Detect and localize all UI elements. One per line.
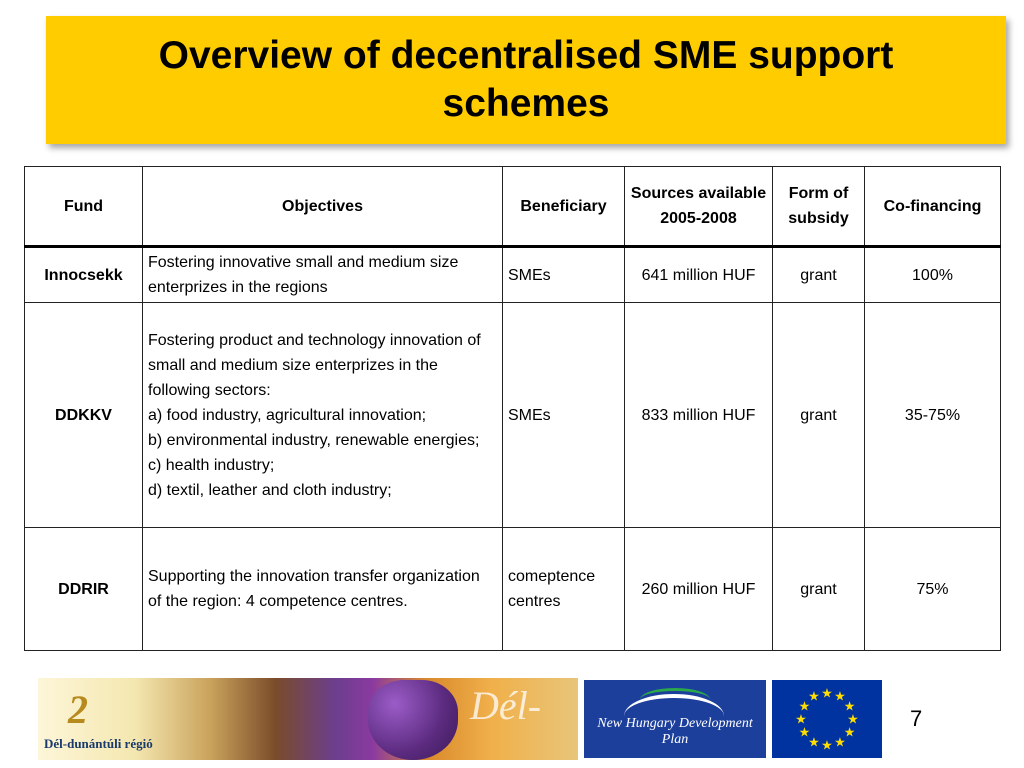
grapes-image: [368, 680, 458, 760]
region-logo-icon: 2: [68, 687, 88, 732]
form-cell: grant: [773, 247, 865, 303]
table-row: [25, 247, 1001, 303]
objective-line: a) food industry, agricultural innovation;: [148, 406, 427, 424]
form-cell: grant: [773, 528, 865, 651]
table-header-row: [25, 167, 1001, 247]
eu-star-icon: ★: [795, 711, 807, 727]
objectives-cell: [143, 528, 503, 651]
eu-star-icon: ★: [821, 685, 833, 701]
sme-support-table: [24, 166, 1001, 651]
table-row: [25, 528, 1001, 651]
fund-cell: DDRIR: [25, 528, 143, 651]
sources-cell: 641 million HUF: [625, 247, 773, 303]
title-box: [46, 16, 1006, 144]
eu-star-icon: ★: [798, 724, 811, 740]
cofinancing-cell: 100%: [865, 247, 1001, 303]
cofinancing-cell: 35-75%: [865, 303, 1001, 528]
header-form-of-subsidy: Form of subsidy: [773, 167, 865, 247]
objective-line: Fostering innovative small and medium size enterprizes in the regions: [148, 254, 459, 296]
banner-text: Dél-: [470, 683, 542, 728]
slide-title: Overview of decentralised SME support schemes: [158, 34, 894, 125]
eu-star-icon: ★: [808, 734, 820, 750]
cofinancing-cell: 75%: [865, 528, 1001, 651]
eu-star-icon: ★: [843, 724, 856, 740]
eu-star-icon: ★: [843, 698, 856, 714]
header-objectives: Objectives: [143, 167, 503, 247]
objective-line: b) environmental industry, renewable energies;: [148, 431, 480, 449]
sources-cell: 260 million HUF: [625, 528, 773, 651]
header-sources: Sources available 2005-2008: [625, 167, 773, 247]
header-beneficiary: Beneficiary: [503, 167, 625, 247]
fund-cell: DDKKV: [25, 303, 143, 528]
eu-star-icon: ★: [798, 698, 811, 714]
fund-cell: Innocsekk: [25, 247, 143, 303]
form-cell: grant: [773, 303, 865, 528]
objective-line: Supporting the innovation transfer organization of the region: 4 competence centres.: [148, 568, 480, 610]
eu-star-icon: ★: [834, 688, 846, 704]
objectives-cell: [143, 303, 503, 528]
objective-line: d) textil, leather and cloth industry;: [148, 481, 392, 499]
beneficiary-cell: SMEs: [503, 247, 625, 303]
new-hungary-development-plan-logo: [584, 680, 766, 758]
beneficiary-cell: SMEs: [503, 303, 625, 528]
eu-star-icon: ★: [847, 711, 859, 727]
eu-star-icon: ★: [834, 734, 846, 750]
footer-logos: [0, 678, 1024, 760]
eu-star-icon: ★: [808, 688, 820, 704]
objective-line: c) health industry;: [148, 456, 275, 474]
eu-star-icon: ★: [821, 737, 833, 753]
eu-flag-icon: [772, 680, 882, 758]
sources-cell: 833 million HUF: [625, 303, 773, 528]
page-number: 7: [910, 706, 923, 731]
region-logo-text: Dél-dunántúli régió: [44, 736, 153, 751]
beneficiary-cell: comeptence centres: [503, 528, 625, 651]
table-row: [25, 303, 1001, 528]
header-co-financing: Co-financing: [865, 167, 1001, 247]
header-fund: Fund: [25, 167, 143, 247]
objective-line: Fostering product and technology innovation of small and medium size enterprizes in the following sectors:: [148, 331, 481, 399]
objectives-cell: [143, 247, 503, 303]
region-banner: [38, 678, 578, 760]
nhdp-logo-text: New Hungary Development Plan: [597, 716, 753, 747]
